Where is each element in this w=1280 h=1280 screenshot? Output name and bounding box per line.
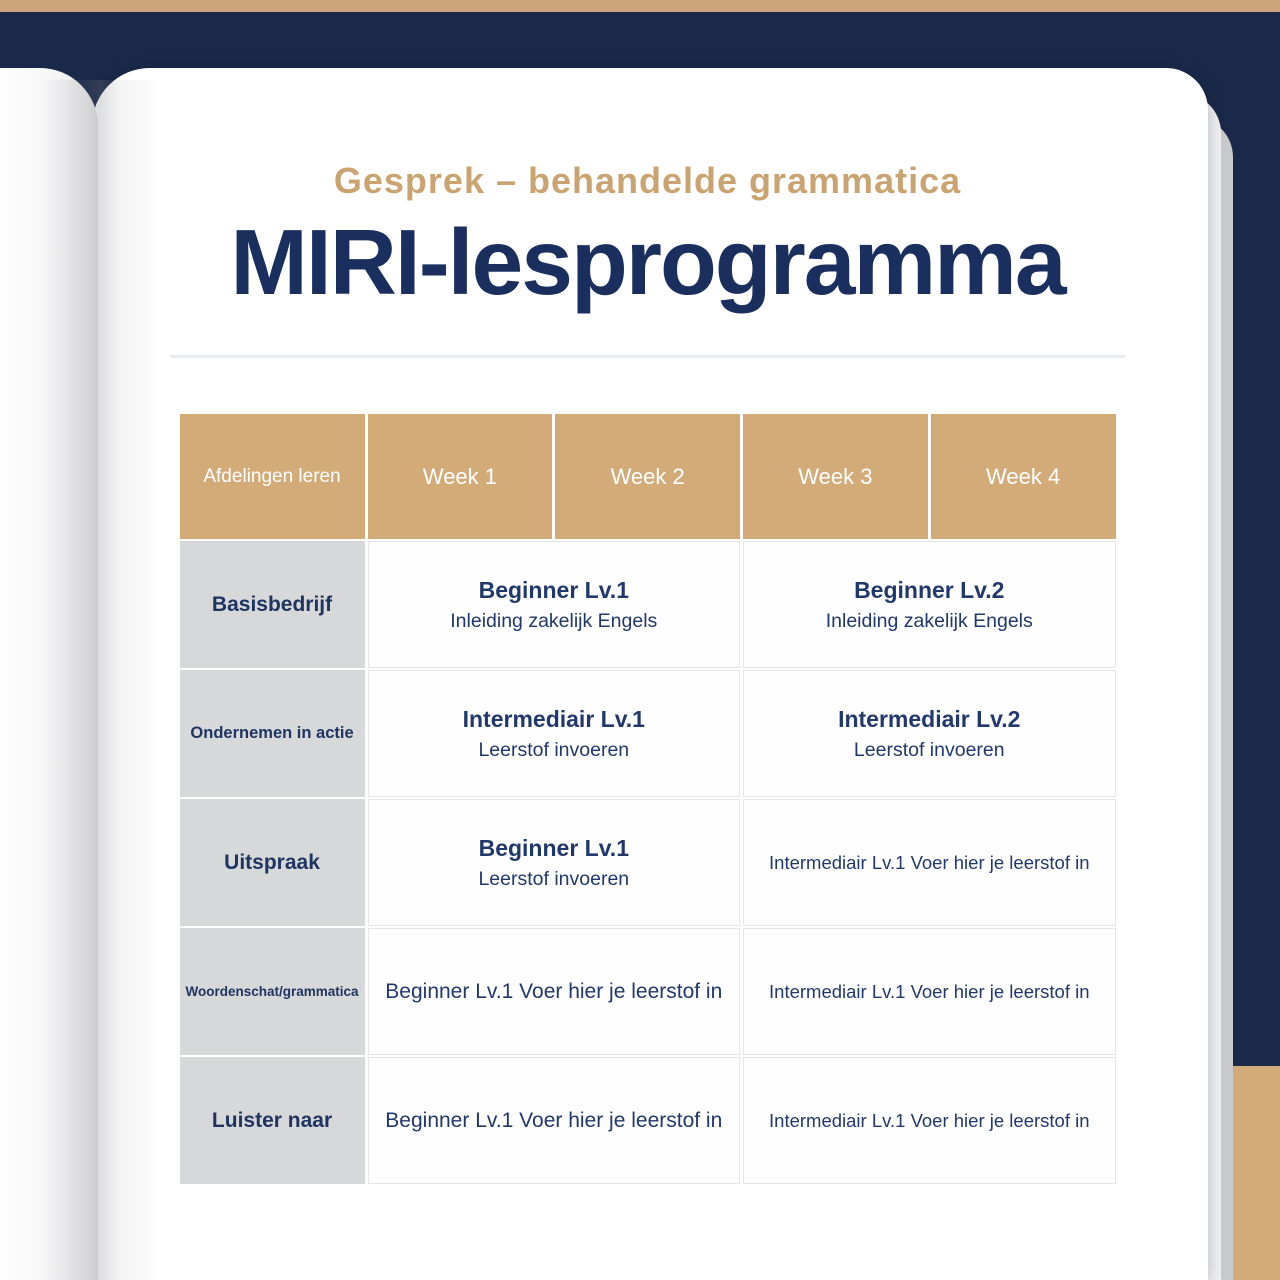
row-label-woordenschat-grammatica: Woordenschat/grammatica xyxy=(180,928,365,1055)
page-title: MIRI-lesprogramma xyxy=(230,210,1065,314)
cell-level-text: Intermediair Lv.1 xyxy=(462,705,645,732)
cell-level-text: Intermediair Lv.2 xyxy=(838,705,1021,732)
cell-detail-text: Leerstof invoeren xyxy=(853,739,1005,762)
page-content xyxy=(170,0,1125,1184)
table-cell-week34 xyxy=(743,541,1115,668)
table-cell-week12 xyxy=(368,928,740,1055)
cell-level-text: Beginner Lv.1 Voer hier je leerstof in xyxy=(385,1108,723,1132)
column-header-week1: Week 1 xyxy=(368,414,553,539)
cell-level-text: Intermediair Lv.1 Voer hier je leerstof in xyxy=(769,980,1090,1002)
cell-level-text: Intermediair Lv.1 Voer hier je leerstof in xyxy=(769,1109,1090,1131)
row-label-luister-naar: Luister naar xyxy=(180,1057,365,1184)
title-divider xyxy=(170,355,1125,358)
cell-level-text: Intermediair Lv.1 Voer hier je leerstof in xyxy=(769,851,1090,873)
cell-level-text: Beginner Lv.1 Voer hier je leerstof in xyxy=(385,979,723,1003)
cell-detail-text: Inleiding zakelijk Engels xyxy=(825,610,1033,633)
table-cell-week12 xyxy=(368,670,740,797)
row-label-basisbedrijf: Basisbedrijf xyxy=(180,541,365,668)
table-cell-week34 xyxy=(743,799,1115,926)
table-cell-week34 xyxy=(743,928,1115,1055)
table-cell-week12 xyxy=(368,799,740,926)
table-cell-week34 xyxy=(743,1057,1115,1184)
lesson-schedule-table xyxy=(180,414,1116,1184)
column-header-week4: Week 4 xyxy=(931,414,1116,539)
table-cell-week12 xyxy=(368,541,740,668)
column-header-week2: Week 2 xyxy=(555,414,740,539)
cell-detail-text: Leerstof invoeren xyxy=(478,868,630,891)
column-header-sections: Afdelingen leren xyxy=(180,414,365,539)
row-label-uitspraak: Uitspraak xyxy=(180,799,365,926)
cell-level-text: Beginner Lv.2 xyxy=(854,576,1005,603)
page-subtitle: Gesprek – behandelde grammatica xyxy=(333,160,962,201)
book-page-left xyxy=(0,68,98,1280)
table-cell-week12 xyxy=(368,1057,740,1184)
cell-level-text: Beginner Lv.1 xyxy=(478,576,629,603)
table-cell-week34 xyxy=(743,670,1115,797)
cell-detail-text: Leerstof invoeren xyxy=(478,739,630,762)
cell-detail-text: Inleiding zakelijk Engels xyxy=(450,610,658,633)
column-header-week3: Week 3 xyxy=(743,414,928,539)
cell-level-text: Beginner Lv.1 xyxy=(478,834,629,861)
row-label-ondernemen-in-actie: Ondernemen in actie xyxy=(180,670,365,797)
